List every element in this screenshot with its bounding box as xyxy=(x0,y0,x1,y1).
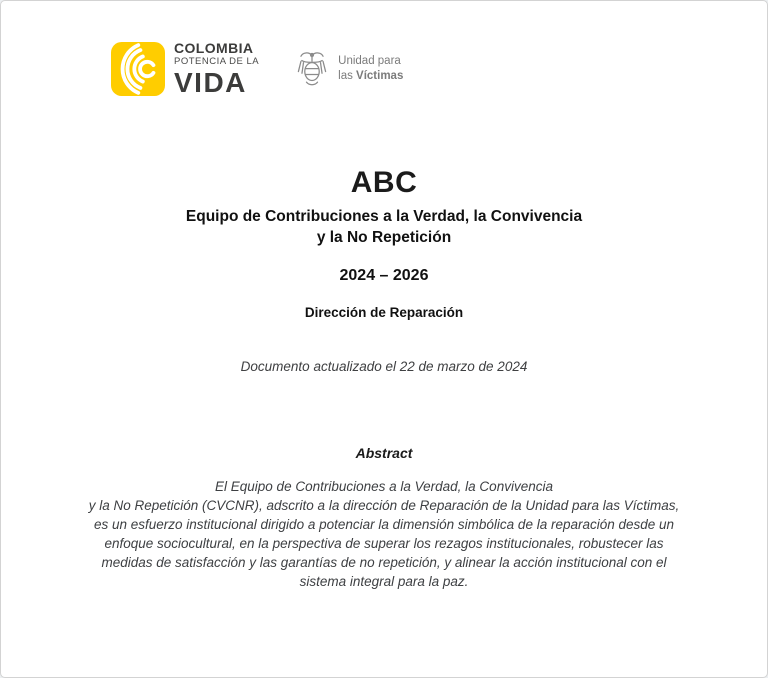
document-department: Dirección de Reparación xyxy=(304,305,464,320)
document-subtitle xyxy=(1,206,767,248)
document-updated-note: Documento actualizado el 22 de marzo de 2024 xyxy=(240,359,528,374)
victims-unit-logo xyxy=(295,49,403,89)
document-period: 2024 – 2026 xyxy=(339,267,429,284)
document-subtitle-line1: Equipo de Contribuciones a la Verdad, la Convivencia xyxy=(185,208,583,225)
coat-of-arms-icon xyxy=(295,49,329,89)
colombia-wordmark xyxy=(174,41,259,97)
victims-unit-line2-bold: Víctimas xyxy=(356,69,404,82)
abstract-heading: Abstract xyxy=(355,445,413,461)
colombia-waves-icon xyxy=(111,42,165,96)
abstract-paragraph xyxy=(55,477,713,591)
victims-unit-line2 xyxy=(338,69,403,84)
header-logos xyxy=(111,41,403,97)
colombia-logo xyxy=(111,41,259,97)
colombia-wordmark-line1: COLOMBIA xyxy=(174,40,254,56)
colombia-wordmark-line2: POTENCIA DE LA xyxy=(174,56,260,68)
abstract-line: El Equipo de Contribuciones a la Verdad, la Convivencia xyxy=(215,479,553,494)
abstract-line: es un esfuerzo institucional dirigido a potenciar la dimensión simbólica de la reparación desde un xyxy=(93,517,675,532)
abstract-line: medidas de satisfacción y las garantías de no repetición, y alinear la acción institucional con el xyxy=(101,555,667,570)
abstract-line: sistema integral para la paz. xyxy=(299,574,469,589)
victims-unit-wordmark xyxy=(338,54,403,84)
document-subtitle-line2: y la No Repetición xyxy=(316,229,452,246)
colombia-wordmark-line3: VIDA xyxy=(174,66,247,98)
victims-unit-line2-prefix: las xyxy=(338,69,357,82)
abstract-line: enfoque sociocultural, en la perspectiva de superar los rezagos institucionales, robustecer las xyxy=(104,536,664,551)
victims-unit-line1: Unidad para xyxy=(338,54,401,67)
abstract-line: y la No Repetición (CVCNR), adscrito a la dirección de Reparación de la Unidad para las Víctimas, xyxy=(88,498,680,513)
page-title: ABC xyxy=(350,166,418,200)
